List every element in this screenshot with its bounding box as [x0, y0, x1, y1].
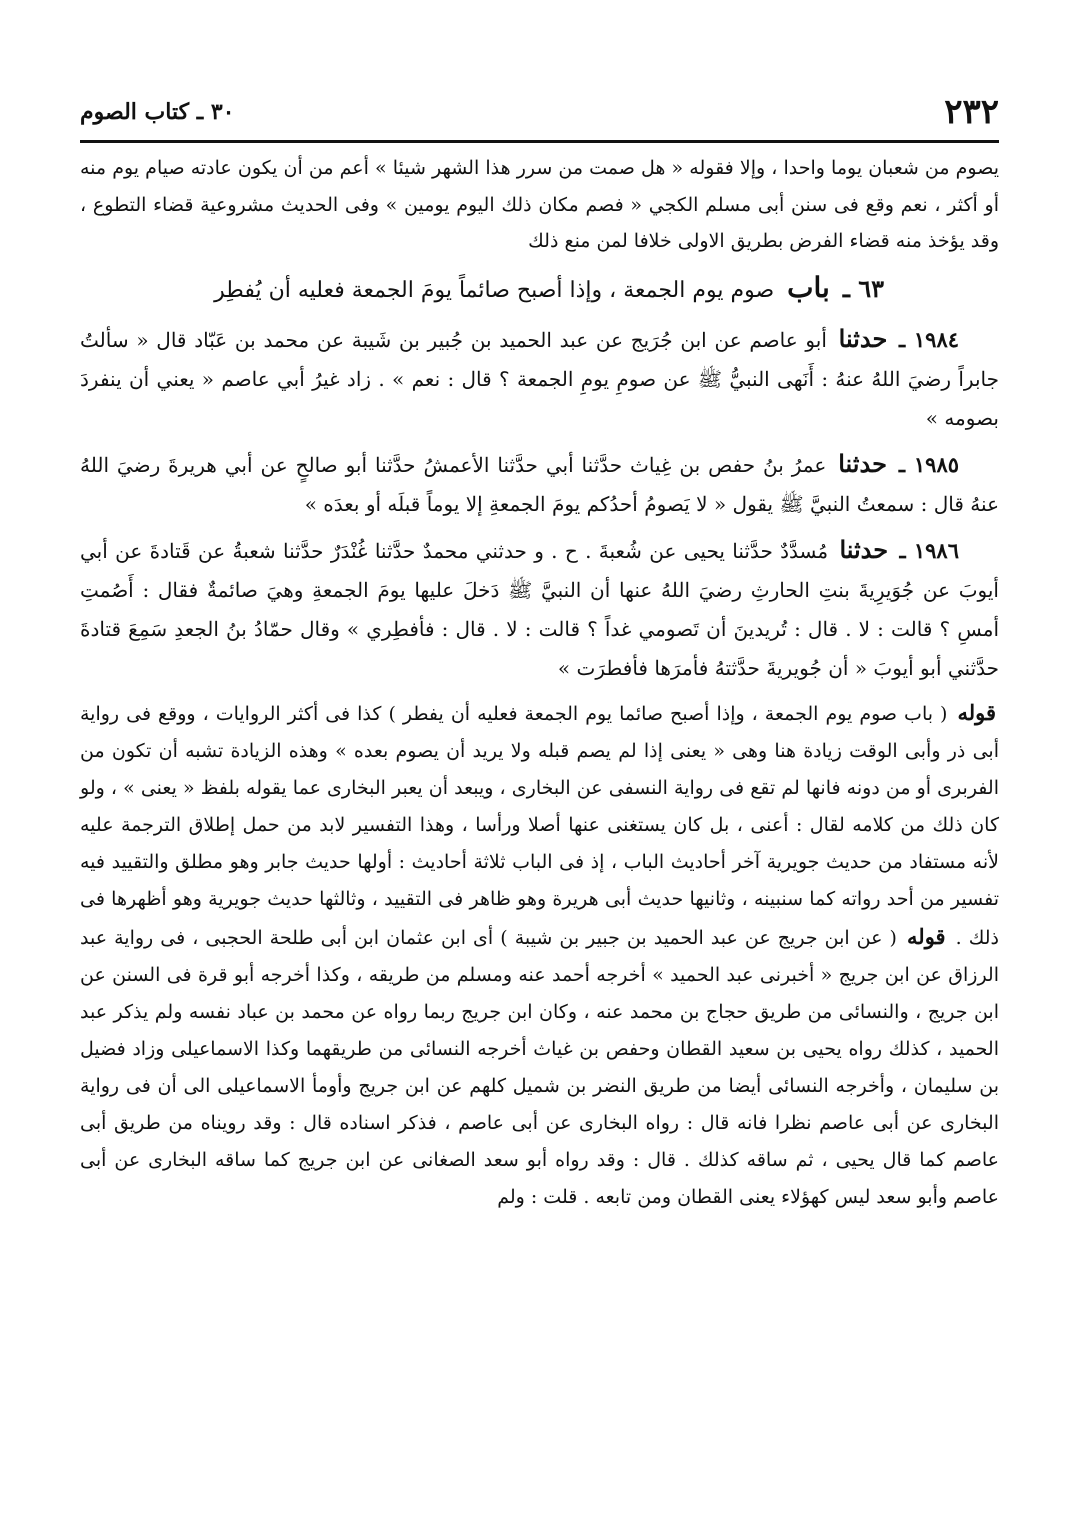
hadith-number: ١٩٨٤ ـ [899, 326, 960, 352]
hadith-keyword: حدثنا [839, 534, 889, 564]
hadith-1985 [80, 444, 999, 524]
commentary-text: ( باب صوم يوم الجمعة ، وإذا أصبح صائما يوم الجمعة فعليه أن يفطر ) كذا فى أكثر الروايات ، ووقع فى رواية أبى ذر وأبى الوقت زيادة هنا وهى « يعنى إذا لم يصم قبله ولا يريد أن يصوم بعده » وهذه الزيادة تشبه أن تكون من الفربرى أو من دونه فانها لم تقع فى رواية النسفى عن البخارى ، ويبعد أن يعبر البخارى عما يقوله بلفظ « يعنى » ، ولو كان ذلك من كلامه لقال : أعنى ، بل كان يستغنى عنها أصلا ورأسا ، وهذا التفسير لابد من حمل إطلاق الترجمة عليه لأنه مستفاد من حديث جويرية آخر أحاديث الباب ، إذ فى الباب ثلاثة أحاديث : أولها حديث جابر وهو مطلق والتقييد فيه تفسير من أحد رواته كما سنبينه ، وثانيها حديث أبى هريرة وهو ظاهر فى التقييد ، وثالثها حديث جويرية وهو أظهرها فى ذلك . [80, 702, 999, 949]
hadith-text: أبو عاصم عن ابن جُرَيج عن عبد الحميد بن جُبير بن شَيبة عن محمد بن عَبّاد قال « سألتُ جابراً رضيَ اللهُ عنهُ : أَنَهى النبيُّ ﷺ عن صومِ يومِ الجمعة ؟ قال : نعم » . زاد غيرُ أبي عاصم « يعني أن ينفردَ بصومه » [80, 327, 999, 430]
commentary-keyword: قوله [907, 923, 946, 949]
hadith-text: عمرُ بنُ حفص بن غِياث حدَّثنا أبي حدَّثنا الأعمشُ حدَّثنا أبو صالحٍ عن أبي هريرةَ رضيَ اللهُ عنهُ قال : سمعتُ النبيَّ ﷺ يقول « لا يَصومُ أحدُكم يومَ الجمعةِ إلا يوماً قبلَه أو بعدَه » [80, 452, 999, 516]
running-title: ٣٠ ـ كتاب الصوم [80, 99, 235, 125]
chapter-title: صوم يوم الجمعة ، وإذا أصبح صائماً يومَ الجمعة فعليه أن يُفطِر [214, 277, 775, 303]
commentary-text: ( عن ابن جريج عن عبد الحميد بن جبير بن شيبة ) أى ابن عثمان ابن أبى طلحة الحجبى ، فى رواية عبد الرزاق عن ابن جريج « أخبرنى عبد الحميد » أخرجه أحمد عنه ومسلم من طريقه ، وكذا أخرجه أبو قرة فى السنن عن ابن جريج ، والنسائى من طريق حجاج بن محمد عنه ، وكان ابن جريج ربما رواه عن محمد بن عباد نفسه ولم يذكر عبد الحميد ، كذلك رواه يحيى بن سعيد القطان وحفص بن غياث أخرجه النسائى من طريقهما وكذا الاسماعيلى وزاد فضيل بن سليمان ، وأخرجه النسائى أيضا من طريق النضر بن شميل كلهم عن ابن جريج وأومأ الاسماعيلى الى أن فى رواية البخارى عن أبى عاصم نظرا فانه قال : رواه البخارى عن أبى عاصم ، فذكر اسناده قال : وقد رويناه من طريق أبى عاصم كما قال يحيى ، ثم ساقه كذلك . قال : وقد رواه أبو سعد الصغانى عن ابن جريج كما ساقه البخارى عن أبى عاصم وأبو سعد ليس كهؤلاء يعنى القطان ومن تابعه . قلت : ولم [80, 926, 999, 1208]
hadith-number: ١٩٨٦ ـ [899, 537, 959, 563]
commentary [80, 694, 999, 1216]
page-body [80, 150, 999, 1434]
hadith-keyword: حدثنا [838, 323, 888, 353]
hadith-number: ١٩٨٥ ـ [898, 451, 960, 477]
intro-paragraph: يصوم من شعبان يوما واحدا ، وإلا فقوله « هل صمت من سرر هذا الشهر شيئا » أعم من أن يكون عادته صيام يوم منه أو أكثر ، نعم وقع فى سنن أبى مسلم الكجي « فصم مكان ذلك اليوم يومين » وفى الحديث مشروعية قضاء التطوع ، وقد يؤخذ منه قضاء الفرض بطريق الاولى خلافا لمن منع ذلك [80, 157, 999, 252]
chapter-heading [80, 264, 999, 315]
chapter-word: باب [787, 270, 830, 304]
hadith-1986 [80, 530, 999, 688]
hadith-keyword: حدثنا [838, 448, 887, 478]
page-header [80, 88, 999, 136]
commentary-keyword: قوله [957, 699, 996, 725]
header-rule [80, 140, 999, 143]
chapter-number: ٦٣ ـ [842, 273, 884, 303]
page-number: ٢٣٢ [944, 92, 999, 132]
hadith-text: مُسدَّدٌ حدَّثنا يحيى عن شُعبةَ . ح . و حدثني محمدٌ حدَّثنا غُنْدَرٌ حدَّثنا شعبةُ عن قَتادةَ عن أبي أيوبَ عن جُوَيرِيةَ بنتِ الحارثِ رضيَ اللهُ عنها أن النبيَّ ﷺ دَخلَ عليها يومَ الجمعةِ وهيَ صائمةٌ فقال : أَصُمتِ أمسِ ؟ قالت : لا . قال : تُريدينَ أن تَصومي غداً ؟ قالت : لا . قال : فأفطِري » وقال حمّادُ بنُ الجعدِ سَمِعَ قتادةَ حدَّثني أبو أيوبَ « أن جُويريةَ حدَّثتهُ فأمرَها فأفطرَت » [80, 538, 999, 680]
hadith-1984 [80, 319, 999, 438]
